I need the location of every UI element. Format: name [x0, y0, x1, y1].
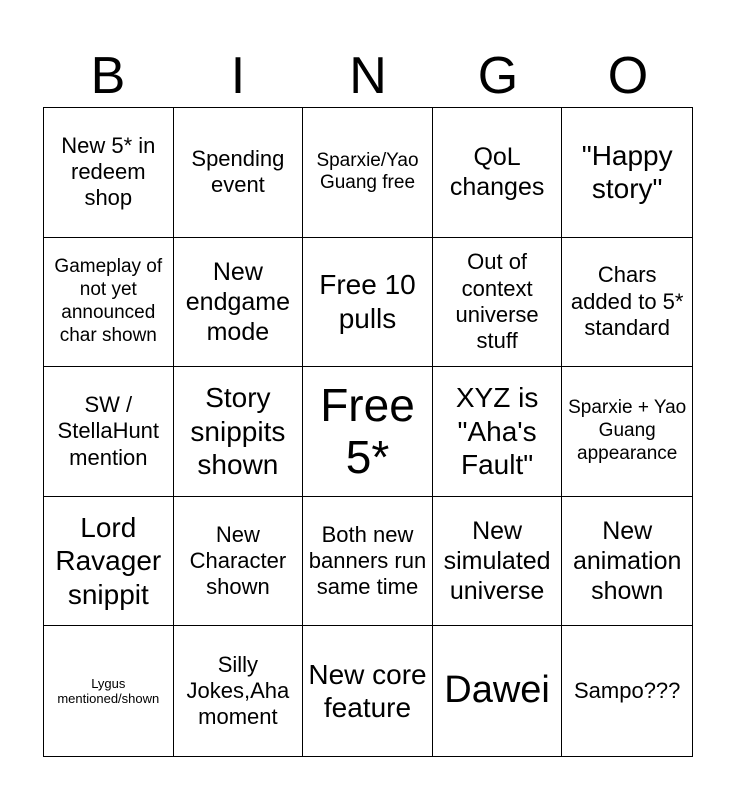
cell-label: Silly Jokes,Aha moment [186, 651, 290, 730]
bingo-header [43, 46, 693, 106]
bingo-cell-r2-c5[interactable] [562, 238, 692, 368]
bingo-cell-free-space[interactable] [303, 367, 433, 497]
bingo-cell-r5-c2[interactable] [174, 626, 304, 756]
bingo-cell-r1-c1[interactable] [44, 108, 174, 238]
header-letter-o: O [607, 47, 649, 105]
cell-label: New Character shown [189, 521, 287, 600]
cell-label: SW / StellaHunt mention [57, 391, 160, 470]
bingo-cell-r1-c4[interactable] [433, 108, 563, 238]
bingo-cell-r2-c4[interactable] [433, 238, 563, 368]
cell-label: Lord Ravager snippit [55, 511, 162, 610]
bingo-cell-r1-c3[interactable] [303, 108, 433, 238]
cell-label: New 5* in redeem shop [61, 132, 156, 211]
bingo-cell-r5-c1[interactable] [44, 626, 174, 756]
bingo-cell-r3-c2[interactable] [174, 367, 304, 497]
cell-label: New endgame mode [185, 257, 291, 346]
bingo-cell-r3-c4[interactable] [433, 367, 563, 497]
cell-label: Out of context universe stuff [455, 249, 539, 354]
cell-label: Sparxie + Yao Guang appearance [568, 397, 687, 464]
bingo-cell-r2-c2[interactable] [174, 238, 304, 368]
bingo-cell-r5-c5[interactable] [562, 626, 692, 756]
cell-label: QoL changes [449, 143, 545, 202]
cell-label: Sampo??? [573, 678, 681, 703]
bingo-cell-r5-c4[interactable] [433, 626, 563, 756]
cell-label: Free 5* [320, 378, 415, 484]
bingo-cell-r1-c5[interactable] [562, 108, 692, 238]
cell-label: Story snippits shown [190, 382, 286, 481]
header-letter-n: N [349, 47, 387, 105]
bingo-cell-r2-c1[interactable] [44, 238, 174, 368]
bingo-cell-r4-c2[interactable] [174, 497, 304, 627]
cell-label: New core feature [308, 658, 427, 724]
cell-label: "Happy story" [581, 139, 673, 205]
header-letter-g: G [477, 47, 519, 105]
cell-label: Lygus mentioned/shown [57, 675, 160, 707]
cell-label: Dawei [444, 669, 550, 712]
bingo-cell-r3-c5[interactable] [562, 367, 692, 497]
bingo-cell-r4-c4[interactable] [433, 497, 563, 627]
header-letter-i: I [230, 47, 246, 105]
cell-label: New animation shown [572, 517, 682, 606]
bingo-cell-r3-c1[interactable] [44, 367, 174, 497]
bingo-cell-r4-c3[interactable] [303, 497, 433, 627]
bingo-cell-r4-c5[interactable] [562, 497, 692, 627]
cell-label: Sparxie/Yao Guang free [316, 149, 419, 194]
cell-label: Free 10 pulls [319, 269, 416, 334]
bingo-cell-r1-c2[interactable] [174, 108, 304, 238]
cell-label: Both new banners run same time [308, 521, 427, 600]
header-letter-b: B [90, 47, 126, 105]
cell-label: Gameplay of not yet announced char shown [54, 256, 163, 346]
bingo-cell-r2-c3[interactable] [303, 238, 433, 368]
cell-label: New simulated universe [443, 517, 551, 606]
bingo-cell-r4-c1[interactable] [44, 497, 174, 627]
cell-label: XYZ is "Aha's Fault" [455, 382, 539, 481]
cell-label: Chars added to 5* standard [570, 262, 684, 341]
bingo-cell-r5-c3[interactable] [303, 626, 433, 756]
cell-label: Spending event [191, 145, 285, 198]
bingo-board [43, 107, 693, 757]
